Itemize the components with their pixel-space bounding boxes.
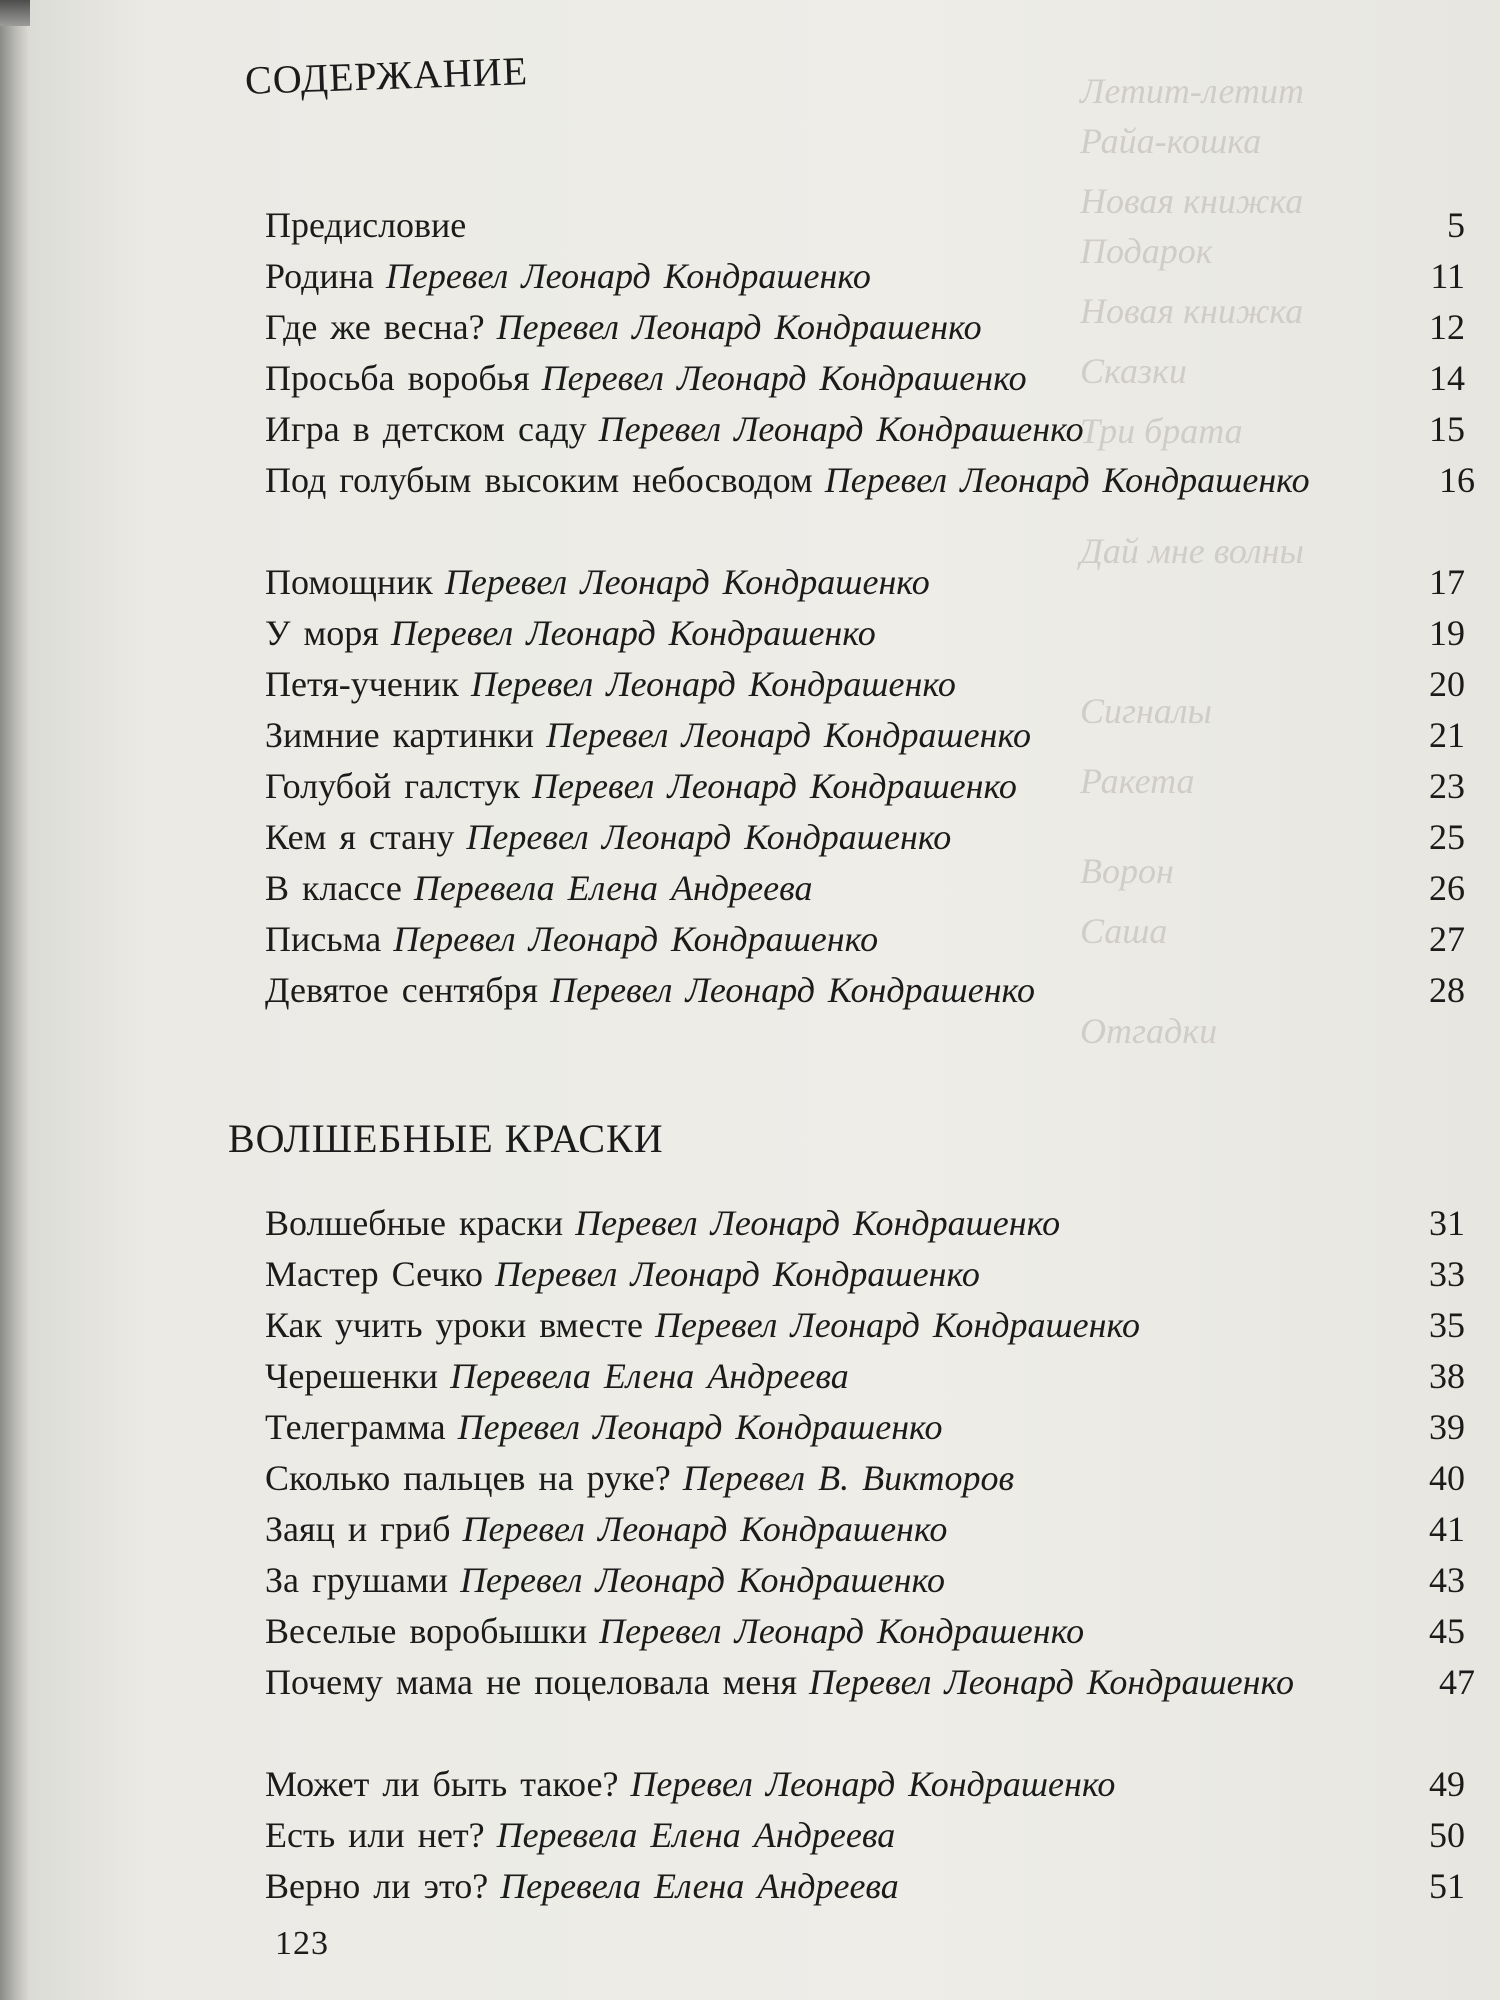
toc-entry-page-number: 5 <box>1447 205 1465 245</box>
toc-entry-translator: Перевел Леонард Кондрашенко <box>630 1764 1116 1804</box>
toc-entry-page-number: 31 <box>1429 1203 1465 1243</box>
toc-entry <box>265 1351 1465 1401</box>
toc-entry-page-number: 23 <box>1429 766 1465 806</box>
toc-entry <box>265 1657 1475 1707</box>
toc-entry-page-number: 33 <box>1429 1254 1465 1294</box>
toc-entry-translator: Перевел Леонард Кондрашенко <box>466 817 952 857</box>
toc-entry-page-number: 50 <box>1429 1815 1465 1855</box>
toc-entry-title: Где же весна? <box>265 307 485 347</box>
toc-entry-title: Игра в детском саду <box>265 409 587 449</box>
toc-entry <box>265 863 1465 913</box>
toc-entry-page-number: 49 <box>1429 1764 1465 1804</box>
toc-entry-translator: Перевела Елена Андреева <box>450 1356 849 1396</box>
bleed-through-text: Летит-летит Райа-кошка Новая книжка Подарок Новая книжка Сказки Три брата Дай мне волны Сигналы Ракета Ворон Саша Отгадки <box>1080 71 1304 1051</box>
toc-entry-title: Заяц и гриб <box>265 1509 451 1549</box>
toc-entry-page-number: 45 <box>1429 1611 1465 1651</box>
page-number-folio: 123 <box>275 1925 329 1962</box>
toc-entry-title: Телеграмма <box>265 1407 446 1447</box>
toc-entry-title: Родина <box>265 256 374 296</box>
toc-entry-page-number: 43 <box>1429 1560 1465 1600</box>
toc-entry-title: Девятое сентября <box>265 970 539 1010</box>
toc-entry-page-number: 51 <box>1429 1866 1465 1906</box>
toc-entry-translator: Перевел Леонард Кондрашенко <box>462 1509 948 1549</box>
section-heading: ВОЛШЕБНЫЕ КРАСКИ <box>228 1116 664 1161</box>
toc-entry-page-number: 38 <box>1429 1356 1465 1396</box>
toc-entry-page-number: 19 <box>1429 613 1465 653</box>
toc-entry-translator: Перевел Леонард Кондрашенко <box>575 1203 1061 1243</box>
toc-entry <box>265 404 1465 454</box>
toc-entry-title: Голубой галстук <box>265 766 520 806</box>
toc-entry-title: Просьба воробья <box>265 358 530 398</box>
toc-entry-page-number: 17 <box>1429 562 1465 602</box>
book-page <box>30 0 1500 2000</box>
toc-entry-title: Почему мама не поцеловала меня <box>265 1662 798 1702</box>
toc-entry-page-number: 20 <box>1429 664 1465 704</box>
toc-entry <box>265 1555 1465 1605</box>
toc-entry-title: У моря <box>265 613 379 653</box>
toc-entry-translator: Перевел Леонард Кондрашенко <box>385 256 871 296</box>
toc-entry <box>265 1606 1465 1656</box>
book-binding <box>0 0 30 2000</box>
toc-entry <box>265 1810 1465 1860</box>
toc-entry-translator: Перевел Леонард Кондрашенко <box>393 919 879 959</box>
toc-entry-translator: Перевел Леонард Кондрашенко <box>824 460 1310 500</box>
toc-entry-title: Черешенки <box>265 1356 439 1396</box>
toc-entry <box>265 455 1475 505</box>
toc-entry-page-number: 14 <box>1429 358 1465 398</box>
toc-entry-page-number: 27 <box>1429 919 1465 959</box>
toc-entry-translator: Перевел Леонард Кондрашенко <box>809 1662 1294 1702</box>
toc-entry-page-number: 11 <box>1430 256 1465 296</box>
toc-entry-title: Сколько пальцев на руке? <box>265 1458 671 1498</box>
toc-entry <box>265 557 1465 607</box>
toc-entry-translator: Перевел В. Викторов <box>682 1458 1015 1498</box>
toc-entry <box>265 1861 1465 1911</box>
toc-entry <box>265 608 1465 658</box>
toc-entry <box>265 965 1465 1015</box>
toc-entry-title: Зимние картинки <box>265 715 535 755</box>
toc-entry <box>265 1759 1465 1809</box>
toc-entry-page-number: 12 <box>1429 307 1465 347</box>
toc-entry-title: Петя-ученик <box>265 664 459 704</box>
toc-entry-translator: Перевел Леонард Кондрашенко <box>550 970 1036 1010</box>
toc-entry-page-number: 25 <box>1429 817 1465 857</box>
toc-entry-page-number: 40 <box>1429 1458 1465 1498</box>
toc-entry-translator: Перевела Елена Андреева <box>500 1866 899 1906</box>
toc-entry-page-number: 39 <box>1429 1407 1465 1447</box>
toc-entry <box>265 200 1465 250</box>
toc-entry <box>265 1198 1465 1248</box>
toc-entry-page-number: 35 <box>1429 1305 1465 1345</box>
toc-entry-title: За грушами <box>265 1560 449 1600</box>
toc-entry <box>265 353 1465 403</box>
toc-entry-page-number: 28 <box>1429 970 1465 1010</box>
toc-entry-title: Предисловие <box>265 205 467 245</box>
toc-entry-title: Мастер Сечко <box>265 1254 483 1294</box>
toc-entry-page-number: 26 <box>1429 868 1465 908</box>
toc-entry-translator: Перевел Леонард Кондрашенко <box>470 664 956 704</box>
toc-entry-title: Как учить уроки вместе <box>265 1305 644 1345</box>
toc-entry-translator: Перевел Леонард Кондрашенко <box>532 766 1017 806</box>
toc-entry-title: Под голубым высоким небосводом <box>265 460 813 500</box>
toc-entry-title: Помощник <box>265 562 433 602</box>
toc-entry-translator: Перевел Леонард Кондрашенко <box>546 715 1031 755</box>
toc-entry-title: Письма <box>265 919 382 959</box>
toc-entry <box>265 1402 1465 1452</box>
toc-entry <box>265 761 1465 811</box>
toc-entry-translator: Перевел Леонард Кондрашенко <box>655 1305 1140 1345</box>
toc-entry-translator: Перевела Елена Андреева <box>496 1815 896 1855</box>
toc-entry <box>265 914 1465 964</box>
toc-entry-translator: Перевел Леонард Кондрашенко <box>444 562 930 602</box>
toc-entry <box>265 812 1465 862</box>
toc-entry <box>265 302 1465 352</box>
toc-entry-translator: Перевел Леонард Кондрашенко <box>599 1611 1085 1651</box>
toc-entry-page-number: 16 <box>1439 460 1475 500</box>
table-of-contents <box>30 0 1500 2000</box>
toc-entry <box>265 1249 1465 1299</box>
toc-entry <box>265 251 1465 301</box>
toc-entry-translator: Перевел Леонард Кондрашенко <box>390 613 876 653</box>
toc-entry <box>265 659 1465 709</box>
toc-entry <box>265 1453 1465 1503</box>
toc-entry-page-number: 15 <box>1429 409 1465 449</box>
toc-entry-translator: Перевел Леонард Кондрашенко <box>460 1560 945 1600</box>
toc-entry-page-number: 47 <box>1439 1662 1475 1702</box>
toc-entry-page-number: 21 <box>1429 715 1465 755</box>
toc-entry-title: Веселые воробышки <box>265 1611 588 1651</box>
toc-entry-title: Может ли быть такое? <box>265 1764 619 1804</box>
toc-entry-page-number: 41 <box>1429 1509 1465 1549</box>
contents-heading: СОДЕРЖАНИЕ <box>244 48 529 103</box>
toc-entry-title: Кем я стану <box>265 817 455 857</box>
toc-entry-title: Волшебные краски <box>265 1203 564 1243</box>
toc-entry-translator: Перевел Леонард Кондрашенко <box>457 1407 943 1447</box>
toc-entry-translator: Перевела Елена Андреева <box>413 868 813 908</box>
toc-entry-title: Есть или нет? <box>265 1815 485 1855</box>
toc-entry <box>265 710 1465 760</box>
toc-entry-translator: Перевел Леонард Кондрашенко <box>496 307 982 347</box>
toc-entry-title: В классе <box>265 868 402 908</box>
toc-entry-title: Верно ли это? <box>265 1866 489 1906</box>
toc-entry <box>265 1504 1465 1554</box>
toc-entry-translator: Перевел Леонард Кондрашенко <box>541 358 1027 398</box>
toc-entry-translator: Перевел Леонард Кондрашенко <box>494 1254 980 1294</box>
toc-entry <box>265 1300 1465 1350</box>
toc-entry-translator: Перевел Леонард Кондрашенко <box>598 409 1084 449</box>
